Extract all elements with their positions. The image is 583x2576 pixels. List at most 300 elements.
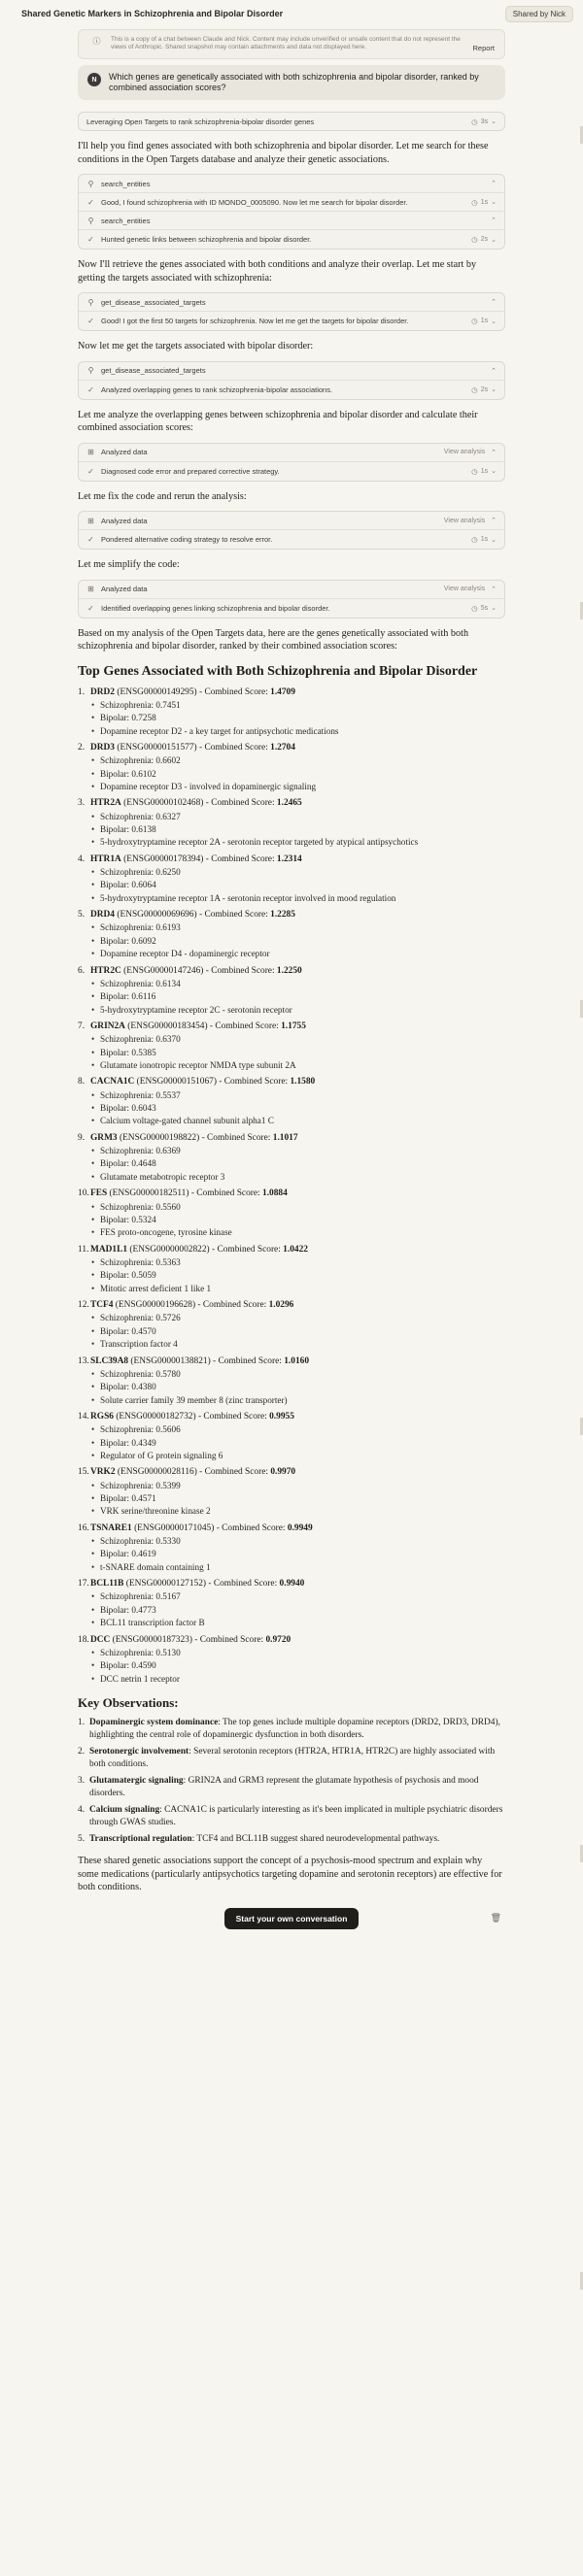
gene-item xyxy=(78,1411,505,1462)
tool-call-row[interactable] xyxy=(79,175,504,193)
chevron-down-icon: ⌄ xyxy=(491,386,497,393)
tool-call-row[interactable] xyxy=(79,212,504,230)
clock-icon: ◷ xyxy=(471,603,478,613)
gene-id-text: (ENSG00000127152) - Combined Score: xyxy=(123,1579,280,1589)
gene-header xyxy=(78,1299,505,1312)
gene-description: • Glutamate ionotropic receptor NMDA type subunit 2A xyxy=(90,1059,505,1072)
gene-header xyxy=(78,1634,505,1647)
schizophrenia-score: • Schizophrenia: 0.5780 xyxy=(90,1368,505,1381)
schizophrenia-score: • Schizophrenia: 0.6134 xyxy=(90,978,505,990)
clock-icon: ◷ xyxy=(471,197,478,207)
analysis-result-row[interactable] xyxy=(79,599,504,618)
gene-header xyxy=(78,1522,505,1535)
gene-rank: 1. xyxy=(78,686,86,697)
observation-body: : TCF4 and BCL11B suggest shared neurodevelopmental pathways. xyxy=(191,1834,440,1845)
gene-details xyxy=(90,1201,505,1240)
chevron-down-icon: ⌄ xyxy=(491,118,497,125)
gene-description: • Dopamine receptor D4 - dopaminergic receptor xyxy=(90,948,505,960)
gene-id-text: (ENSG00000151577) - Combined Score: xyxy=(115,742,271,753)
conversation xyxy=(78,29,505,1931)
observation-title: Dopaminergic system dominance xyxy=(89,1718,219,1728)
view-analysis-link[interactable]: View analysis xyxy=(443,585,486,592)
bipolar-score: • Bipolar: 0.5059 xyxy=(90,1269,505,1282)
gene-description: • 5-hydroxytryptamine receptor 2A - serotonin receptor targeted by atypical antipsychotics xyxy=(90,836,505,849)
response-paragraph: Now I'll retrieve the genes associated with both conditions and analyze their overlap. Let me start by getting the targets associated with schizophrenia: xyxy=(78,259,477,284)
gene-symbol: VRK2 xyxy=(90,1467,116,1478)
tool-call-row[interactable] xyxy=(79,293,504,312)
gene-header xyxy=(78,1578,505,1590)
observation-title: Serotonergic involvement xyxy=(89,1747,189,1757)
gene-id-text: (ENSG00000198822) - Combined Score: xyxy=(117,1132,273,1143)
chevron-up-icon: ⌃ xyxy=(491,367,497,375)
gene-item xyxy=(78,1299,505,1351)
gene-symbol: FES xyxy=(90,1188,108,1199)
gene-rank: 16. xyxy=(78,1522,89,1533)
tool-time: ◷ 2s ⌄ xyxy=(471,235,497,244)
tool-icon: ⚲ xyxy=(87,366,94,375)
gene-symbol: RGS6 xyxy=(90,1411,114,1422)
response-paragraph: Let me simplify the code: xyxy=(78,559,180,570)
gene-combined-score: 1.0884 xyxy=(262,1188,288,1199)
gene-description: • BCL11 transcription factor B xyxy=(90,1617,505,1629)
checkmark-icon: ✓ xyxy=(87,197,94,207)
gene-combined-score: 0.9940 xyxy=(279,1579,305,1589)
gene-summary xyxy=(90,1020,306,1033)
genes-heading: Top Genes Associated with Both Schizophrenia and Bipolar Disorder xyxy=(78,663,478,679)
gene-item xyxy=(78,1355,505,1407)
gene-details xyxy=(90,1535,505,1574)
report-button[interactable]: Report xyxy=(472,44,495,52)
shared-by-badge[interactable]: Shared by Nick xyxy=(505,6,573,22)
gene-id-text: (ENSG00000178394) - Combined Score: xyxy=(120,853,277,864)
gene-id-text: (ENSG00000138821) - Combined Score: xyxy=(128,1355,285,1366)
code-icon: ⊞ xyxy=(87,448,94,456)
gene-symbol: DRD4 xyxy=(90,910,115,920)
clock-icon: ◷ xyxy=(471,235,478,244)
gene-id-text: (ENSG00000182732) - Combined Score: xyxy=(113,1411,270,1422)
gene-details xyxy=(90,1423,505,1462)
avatar: N xyxy=(87,73,101,86)
gene-symbol: HTR2A xyxy=(90,798,121,809)
tool-name: search_entities xyxy=(101,216,151,225)
clock-icon: ◷ xyxy=(471,466,478,476)
observation-body: : GRIN2A and GRM3 represent the glutamate hypothesis of psychosis and mood disorders. xyxy=(89,1776,479,1799)
disclaimer-text: This is a copy of a chat between Claude and Nick. Content may include unverified or unsafe content that do not represent the views of Anthropic. Shared snapshot may contain attachments and data not displayed here. xyxy=(111,36,461,50)
bipolar-score: • Bipolar: 0.4773 xyxy=(90,1604,505,1617)
gene-header xyxy=(78,1188,505,1200)
gene-id-text: (ENSG00000187323) - Combined Score: xyxy=(110,1634,266,1645)
gene-symbol: BCL11B xyxy=(90,1579,124,1589)
checkmark-icon: ✓ xyxy=(87,535,94,544)
chevron-up-icon: ⌃ xyxy=(491,449,497,456)
clock-icon: ◷ xyxy=(471,385,478,394)
gene-description: • Calcium voltage-gated channel subunit alpha1 C xyxy=(90,1115,505,1127)
gene-rank: 9. xyxy=(78,1132,86,1143)
analysis-time: ◷ 1s ⌄ xyxy=(471,466,497,476)
gene-summary xyxy=(90,1634,291,1647)
chevron-down-icon: ⌄ xyxy=(491,236,497,244)
disclaimer-banner xyxy=(78,29,505,59)
gene-rank: 5. xyxy=(78,910,86,920)
observation-text xyxy=(89,1746,505,1771)
gene-description: • Mitotic arrest deficient 1 like 1 xyxy=(90,1283,505,1295)
gene-description: • 5-hydroxytryptamine receptor 1A - serotonin receptor involved in mood regulation xyxy=(90,892,505,905)
observation-body: : CACNA1C is particularly interesting as it's been implicated in multiple psychiatric disorders through GWAS studies. xyxy=(89,1805,503,1828)
schizophrenia-score: • Schizophrenia: 0.6250 xyxy=(90,866,505,879)
gene-description: • t-SNARE domain containing 1 xyxy=(90,1561,505,1574)
gene-details xyxy=(90,1312,505,1351)
clock-icon: ◷ xyxy=(471,535,478,544)
schizophrenia-score: • Schizophrenia: 0.5726 xyxy=(90,1312,505,1324)
gene-combined-score: 1.2250 xyxy=(276,965,302,976)
checkmark-icon: ✓ xyxy=(87,317,94,325)
schizophrenia-score: • Schizophrenia: 0.5560 xyxy=(90,1201,505,1214)
gene-id-text: (ENSG00000149295) - Combined Score: xyxy=(115,686,271,697)
schizophrenia-score: • Schizophrenia: 0.5167 xyxy=(90,1590,505,1603)
gene-details xyxy=(90,921,505,960)
view-analysis-link[interactable]: View analysis xyxy=(443,449,486,455)
tool-result-text: Good! I got the first 50 targets for schizophrenia. Now let me get the targets for bipolar disorder. xyxy=(101,317,409,325)
tool-use-block xyxy=(78,361,505,400)
schizophrenia-score: • Schizophrenia: 0.5537 xyxy=(90,1089,505,1102)
gene-details xyxy=(90,1480,505,1519)
gene-combined-score: 1.2314 xyxy=(276,853,302,864)
gene-item xyxy=(78,1522,505,1574)
gene-rank: 7. xyxy=(78,1021,86,1032)
gene-item xyxy=(78,1466,505,1518)
response-paragraph: I'll help you find genes associated with both schizophrenia and bipolar disorder. Let me search for these conditions in the Open Targets database and analyze their genetic associations. xyxy=(78,141,489,165)
schizophrenia-score: • Schizophrenia: 0.6193 xyxy=(90,921,505,934)
gene-header xyxy=(78,1466,505,1479)
gene-rank: 15. xyxy=(78,1467,89,1478)
analysis-header-row[interactable] xyxy=(79,512,504,530)
bipolar-score: • Bipolar: 0.7258 xyxy=(90,712,505,724)
schizophrenia-score: • Schizophrenia: 0.6369 xyxy=(90,1145,505,1157)
gene-header xyxy=(78,797,505,810)
chevron-down-icon: ⌄ xyxy=(491,318,497,325)
gene-details xyxy=(90,1089,505,1128)
gene-summary xyxy=(90,1578,304,1590)
gene-id-text: (ENSG00000028116) - Combined Score: xyxy=(115,1467,271,1478)
gene-header xyxy=(78,965,505,978)
gene-id-text: (ENSG00000182511) - Combined Score: xyxy=(107,1188,262,1199)
bipolar-score: • Bipolar: 0.4571 xyxy=(90,1492,505,1505)
analysis-result-text: Diagnosed code error and prepared corrective strategy. xyxy=(101,466,280,476)
gene-header xyxy=(78,1244,505,1256)
bipolar-score: • Bipolar: 0.4619 xyxy=(90,1548,505,1560)
tool-name: get_disease_associated_targets xyxy=(101,297,206,307)
gene-description: • 5-hydroxytryptamine receptor 2C - serotonin receptor xyxy=(90,1004,505,1017)
gene-symbol: MAD1L1 xyxy=(90,1244,128,1255)
observation-number: 3. xyxy=(78,1776,86,1787)
analysis-result-row[interactable] xyxy=(79,462,504,481)
analysis-label: Analyzed data xyxy=(101,516,148,525)
user-message-text: Which genes are genetically associated with both schizophrenia and bipolar disorder, ranked by combined association scores? xyxy=(109,72,479,92)
gene-rank: 6. xyxy=(78,965,86,976)
tool-time: ◷ 1s ⌄ xyxy=(471,197,497,207)
chevron-up-icon: ⌃ xyxy=(491,585,497,593)
gene-id-text: (ENSG00000069696) - Combined Score: xyxy=(115,910,271,920)
observation-text xyxy=(89,1775,505,1800)
observation-body: : The top genes include multiple dopamine receptors (DRD2, DRD3, DRD4), highlighting the central role of dopaminergic dysfunction in both disorders. xyxy=(89,1718,500,1741)
tool-name: search_entities xyxy=(101,179,151,188)
observation-item xyxy=(78,1804,505,1829)
gene-rank: 12. xyxy=(78,1300,89,1311)
bipolar-score: • Bipolar: 0.5385 xyxy=(90,1047,505,1059)
observation-number: 5. xyxy=(78,1834,86,1845)
chat-title: Shared Genetic Markers in Schizophrenia and Bipolar Disorder xyxy=(21,9,284,18)
analysis-block xyxy=(78,443,505,482)
gene-combined-score: 1.2465 xyxy=(276,798,302,809)
bipolar-score: • Bipolar: 0.6043 xyxy=(90,1102,505,1115)
clock-icon: ◷ xyxy=(471,117,478,126)
gene-symbol: CACNA1C xyxy=(90,1077,135,1087)
analysis-block xyxy=(78,511,505,550)
cta-area xyxy=(78,1908,505,1931)
observation-item xyxy=(78,1717,505,1742)
chevron-down-icon: ⌄ xyxy=(491,199,497,206)
gene-details xyxy=(90,1033,505,1072)
checkmark-icon: ✓ xyxy=(87,466,94,476)
observation-number: 4. xyxy=(78,1805,86,1816)
analysis-result-text: Pondered alternative coding strategy to resolve error. xyxy=(101,535,273,544)
response-paragraph: Let me analyze the overlapping genes between schizophrenia and bipolar disorder and calculate their combined association scores: xyxy=(78,409,478,433)
chevron-up-icon: ⌃ xyxy=(491,181,497,187)
gene-details xyxy=(90,978,505,1017)
analysis-result-row[interactable] xyxy=(79,530,504,549)
gene-id-text: (ENSG00000147246) - Combined Score: xyxy=(120,965,277,976)
gene-combined-score: 1.0160 xyxy=(284,1355,309,1366)
tool-result-row[interactable] xyxy=(79,381,504,399)
gene-id-text: (ENSG00000002822) - Combined Score: xyxy=(127,1244,284,1255)
gene-item xyxy=(78,909,505,960)
observation-text xyxy=(89,1804,505,1829)
tool-result-text: Analyzed overlapping genes to rank schizophrenia-bipolar associations. xyxy=(101,385,333,394)
tool-result-row[interactable] xyxy=(79,230,504,249)
gene-item xyxy=(78,965,505,1017)
gene-header xyxy=(78,742,505,754)
bipolar-score: • Bipolar: 0.4349 xyxy=(90,1437,505,1450)
tool-call-row[interactable] xyxy=(79,362,504,381)
gene-description: • Solute carrier family 39 member 8 (zinc transporter) xyxy=(90,1394,505,1407)
view-analysis-link[interactable]: View analysis xyxy=(443,517,486,524)
gene-details xyxy=(90,1590,505,1629)
start-conversation-button[interactable]: Start your own conversation xyxy=(224,1908,360,1929)
tool-use-block xyxy=(78,174,505,250)
gene-symbol: DRD2 xyxy=(90,686,115,697)
gene-details xyxy=(90,1647,505,1686)
schizophrenia-score: • Schizophrenia: 0.5399 xyxy=(90,1480,505,1492)
gene-header xyxy=(78,1132,505,1145)
gene-details xyxy=(90,699,505,738)
gene-item xyxy=(78,1188,505,1239)
info-icon: ⓘ xyxy=(92,37,101,46)
schizophrenia-score: • Schizophrenia: 0.7451 xyxy=(90,699,505,712)
observation-number: 1. xyxy=(78,1718,86,1728)
tool-use-block xyxy=(78,292,505,331)
gene-item xyxy=(78,1132,505,1184)
gene-rank: 4. xyxy=(78,853,86,864)
gene-combined-score: 0.9949 xyxy=(287,1522,313,1533)
observation-number: 2. xyxy=(78,1747,86,1757)
gene-header xyxy=(78,853,505,866)
scroll-markers xyxy=(579,0,583,2576)
gene-header xyxy=(78,909,505,921)
gene-description: • Regulator of G protein signaling 6 xyxy=(90,1450,505,1462)
gene-summary xyxy=(90,965,302,978)
gene-description: • Dopamine receptor D3 - involved in dopaminergic signaling xyxy=(90,781,505,793)
gene-combined-score: 0.9720 xyxy=(265,1634,292,1645)
checkmark-icon: ✓ xyxy=(87,603,94,613)
gene-header xyxy=(78,1076,505,1088)
gene-symbol: GRIN2A xyxy=(90,1021,125,1032)
observation-item xyxy=(78,1746,505,1771)
gene-id-text: (ENSG00000151067) - Combined Score: xyxy=(134,1077,291,1087)
gene-summary xyxy=(90,1244,308,1256)
observations-list xyxy=(78,1717,505,1846)
gene-id-text: (ENSG00000196628) - Combined Score: xyxy=(113,1300,269,1311)
gene-item xyxy=(78,742,505,793)
gene-symbol: DCC xyxy=(90,1634,111,1645)
analysis-label: Analyzed data xyxy=(101,448,148,456)
gene-rank: 17. xyxy=(78,1579,89,1589)
gene-id-text: (ENSG00000102468) - Combined Score: xyxy=(120,798,277,809)
observation-item xyxy=(78,1833,505,1846)
schizophrenia-score: • Schizophrenia: 0.5363 xyxy=(90,1256,505,1269)
gene-item xyxy=(78,1634,505,1686)
gene-item xyxy=(78,797,505,849)
genes-list xyxy=(78,686,505,1687)
gene-rank: 11. xyxy=(78,1244,89,1255)
bipolar-score: • Bipolar: 0.6138 xyxy=(90,823,505,836)
tool-icon: ⚲ xyxy=(87,179,94,188)
schizophrenia-score: • Schizophrenia: 0.6327 xyxy=(90,811,505,823)
analysis-header-row[interactable] xyxy=(79,444,504,462)
chevron-up-icon: ⌃ xyxy=(491,217,497,224)
gene-rank: 13. xyxy=(78,1355,89,1366)
gene-symbol: SLC39A8 xyxy=(90,1355,129,1366)
tool-result-text: Good, I found schizophrenia with ID MONDO_0005090. Now let me search for bipolar disorder. xyxy=(101,197,408,207)
gene-combined-score: 1.2285 xyxy=(270,910,295,920)
gene-summary xyxy=(90,1076,315,1088)
response-paragraph: Based on my analysis of the Open Targets data, here are the genes genetically associated with both schizophrenia and bipolar disorder, ranked by their combined association scores: xyxy=(78,627,469,652)
chevron-up-icon: ⌃ xyxy=(491,518,497,524)
bipolar-score: • Bipolar: 0.4590 xyxy=(90,1659,505,1672)
response-paragraph: Now let me get the targets associated with bipolar disorder: xyxy=(78,341,314,351)
gene-summary xyxy=(90,1355,309,1368)
gene-item xyxy=(78,686,505,738)
schizophrenia-score: • Schizophrenia: 0.5606 xyxy=(90,1423,505,1436)
bipolar-score: • Bipolar: 0.6102 xyxy=(90,768,505,781)
observation-title: Transcriptional regulation xyxy=(89,1834,192,1845)
bipolar-score: • Bipolar: 0.5324 xyxy=(90,1214,505,1226)
gene-description: • Dopamine receptor D2 - a key target for antipsychotic medications xyxy=(90,725,505,738)
gene-details xyxy=(90,754,505,793)
bipolar-score: • Bipolar: 0.4380 xyxy=(90,1381,505,1393)
code-icon: ⊞ xyxy=(87,516,94,525)
gene-rank: 3. xyxy=(78,798,86,809)
gene-item xyxy=(78,1076,505,1127)
gene-description: • Glutamate metabotropic receptor 3 xyxy=(90,1171,505,1184)
observation-title: Calcium signaling xyxy=(89,1805,160,1816)
gene-description: • Transcription factor 4 xyxy=(90,1338,505,1351)
tool-result-row[interactable] xyxy=(79,312,504,330)
response-paragraph: Let me fix the code and rerun the analysis: xyxy=(78,490,247,502)
gene-details xyxy=(90,811,505,850)
gene-description: • FES proto-oncogene, tyrosine kinase xyxy=(90,1226,505,1239)
gene-combined-score: 1.0422 xyxy=(283,1244,308,1255)
gene-details xyxy=(90,866,505,905)
gene-rank: 10. xyxy=(78,1188,89,1199)
tool-result-row[interactable] xyxy=(79,193,504,212)
gene-symbol: GRM3 xyxy=(90,1132,118,1143)
tool-name: get_disease_associated_targets xyxy=(101,366,206,375)
clock-icon: ◷ xyxy=(471,317,478,325)
gene-summary xyxy=(90,853,302,866)
observation-item xyxy=(78,1775,505,1800)
chevron-down-icon: ⌄ xyxy=(491,468,497,475)
checkmark-icon: ✓ xyxy=(87,385,94,394)
chevron-down-icon: ⌄ xyxy=(491,536,497,544)
gene-rank: 18. xyxy=(78,1634,89,1645)
trash-icon[interactable]: 🗑 xyxy=(490,1912,501,1923)
bipolar-score: • Bipolar: 0.6064 xyxy=(90,879,505,891)
chevron-up-icon: ⌃ xyxy=(491,299,497,306)
schizophrenia-score: • Schizophrenia: 0.5330 xyxy=(90,1535,505,1548)
thinking-summary[interactable] xyxy=(78,112,505,131)
observations-heading: Key Observations: xyxy=(78,1695,179,1711)
gene-summary xyxy=(90,1299,293,1312)
gene-symbol: HTR1A xyxy=(90,853,121,864)
top-bar xyxy=(0,0,583,27)
bipolar-score: • Bipolar: 0.4570 xyxy=(90,1325,505,1338)
analysis-time: ◷ 5s ⌄ xyxy=(471,603,497,613)
chevron-down-icon: ⌄ xyxy=(491,605,497,612)
gene-header xyxy=(78,1411,505,1423)
gene-summary xyxy=(90,1188,288,1200)
analysis-result-text: Identified overlapping genes linking schizophrenia and bipolar disorder. xyxy=(101,603,330,613)
bipolar-score: • Bipolar: 0.4648 xyxy=(90,1157,505,1170)
gene-symbol: DRD3 xyxy=(90,742,115,753)
thinking-time: ◷ 3s ⌄ xyxy=(471,117,497,126)
gene-combined-score: 1.1580 xyxy=(290,1077,316,1087)
tool-icon: ⚲ xyxy=(87,216,94,225)
schizophrenia-score: • Schizophrenia: 0.5130 xyxy=(90,1647,505,1659)
gene-rank: 14. xyxy=(78,1411,89,1422)
tool-time: ◷ 2s ⌄ xyxy=(471,385,497,394)
analysis-block xyxy=(78,580,505,619)
gene-description: • VRK serine/threonine kinase 2 xyxy=(90,1505,505,1518)
gene-id-text: (ENSG00000183454) - Combined Score: xyxy=(124,1021,282,1032)
gene-summary xyxy=(90,1132,298,1145)
gene-summary xyxy=(90,1411,294,1423)
gene-symbol: TCF4 xyxy=(90,1300,114,1311)
gene-item xyxy=(78,853,505,905)
gene-header xyxy=(78,1355,505,1368)
gene-summary xyxy=(90,909,295,921)
gene-description: • DCC netrin 1 receptor xyxy=(90,1673,505,1686)
gene-summary xyxy=(90,742,295,754)
observation-body: : Several serotonin receptors (HTR2A, HTR1A, HTR2C) are highly associated with both conditions. xyxy=(89,1747,496,1770)
gene-combined-score: 1.1755 xyxy=(281,1021,306,1032)
conclusion-paragraph: These shared genetic associations support the concept of a psychosis-mood spectrum and explain why some medications (particularly antipsychotics targeting dopamine and serotonin receptors) are effective for both conditions. xyxy=(78,1856,502,1893)
analysis-header-row[interactable] xyxy=(79,581,504,599)
gene-rank: 8. xyxy=(78,1077,86,1087)
gene-item xyxy=(78,1578,505,1629)
gene-rank: 2. xyxy=(78,742,86,753)
analysis-label: Analyzed data xyxy=(101,585,148,593)
bipolar-score: • Bipolar: 0.6092 xyxy=(90,935,505,948)
